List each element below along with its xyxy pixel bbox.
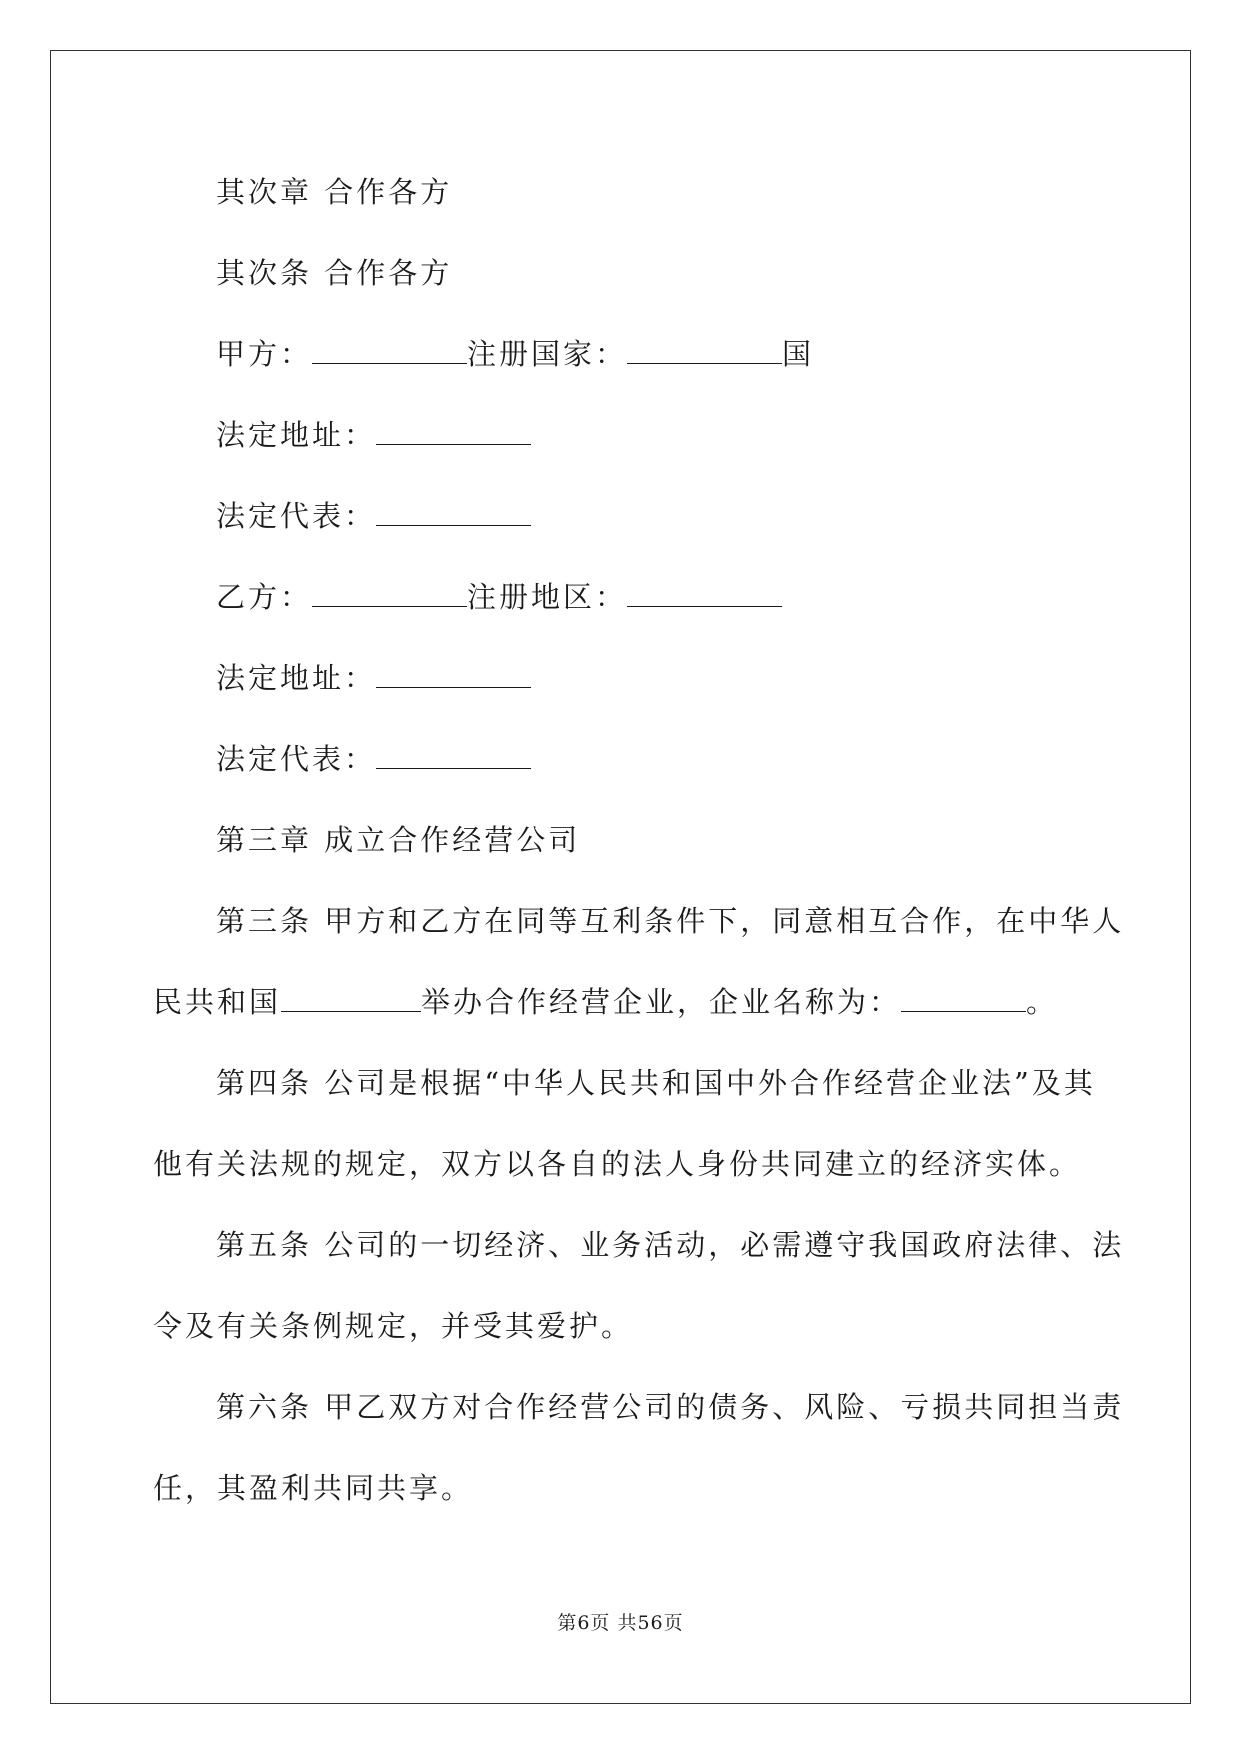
- party-a-country-suffix: 国: [782, 337, 815, 371]
- party-b-representative-blank: [376, 742, 531, 769]
- party-b-region-blank: [627, 580, 782, 607]
- party-a-representative-label: 法定代表：: [216, 499, 377, 533]
- party-b-line: [216, 577, 782, 617]
- party-a-address-label: 法定地址：: [216, 418, 377, 452]
- party-a-line: [216, 334, 814, 374]
- party-b-label: 乙方：: [216, 580, 313, 614]
- party-a-blank: [312, 337, 467, 364]
- party-a-address-line: [216, 415, 531, 455]
- article-4-text-line-2: 他有关法规的规定，双方以各自的法人身份共同建立的经济实体。: [153, 1147, 1082, 1181]
- article-3-text-line-1: 第三条 甲方和乙方在同等互利条件下，同意相互合作，在中华人: [216, 904, 1125, 938]
- party-a-country-blank: [627, 337, 782, 364]
- chapter-2-heading: 其次章 合作各方: [216, 175, 453, 209]
- party-b-address-label: 法定地址：: [216, 661, 377, 695]
- article-4-text-line-1: 第四条 公司是根据“中华人民共和国中外合作经营企业法”及其: [216, 1066, 1096, 1100]
- article-3-text-line-2: [153, 982, 1058, 1022]
- article-3-company-name-blank: [901, 985, 1026, 1012]
- article-5-text-line-1: 第五条 公司的一切经济、业务活动，必需遵守我国政府法律、法: [216, 1228, 1125, 1262]
- party-b-blank: [312, 580, 467, 607]
- article-6-text-line-2: 任，其盈利共同共享。: [153, 1471, 474, 1505]
- party-b-address-line: [216, 658, 531, 698]
- party-b-region-label: 注册地区：: [467, 580, 628, 614]
- article-2-heading: 其次条 合作各方: [216, 256, 453, 290]
- party-a-representative-line: [216, 496, 531, 536]
- article-3-period: 。: [1026, 985, 1059, 1019]
- party-a-representative-blank: [376, 499, 531, 526]
- party-a-address-blank: [376, 418, 531, 445]
- article-6-text-line-1: 第六条 甲乙双方对合作经营公司的债务、风险、亏损共同担当责: [216, 1390, 1125, 1424]
- page-number-footer: 第6页 共56页: [557, 1612, 684, 1634]
- article-3-location-blank: [281, 985, 421, 1012]
- page-border: [50, 50, 1191, 1704]
- party-a-country-label: 注册国家：: [467, 337, 628, 371]
- party-b-address-blank: [376, 661, 531, 688]
- party-a-label: 甲方：: [216, 337, 313, 371]
- article-3-location-label: 民共和国: [153, 985, 282, 1019]
- party-b-representative-line: [216, 739, 531, 779]
- article-5-text-line-2: 令及有关条例规定，并受其爱护。: [153, 1309, 634, 1343]
- party-b-representative-label: 法定代表：: [216, 742, 377, 776]
- article-3-company-name-label: 举办合作经营企业，企业名称为：: [421, 985, 902, 1019]
- chapter-3-heading: 第三章 成立合作经营公司: [216, 823, 581, 857]
